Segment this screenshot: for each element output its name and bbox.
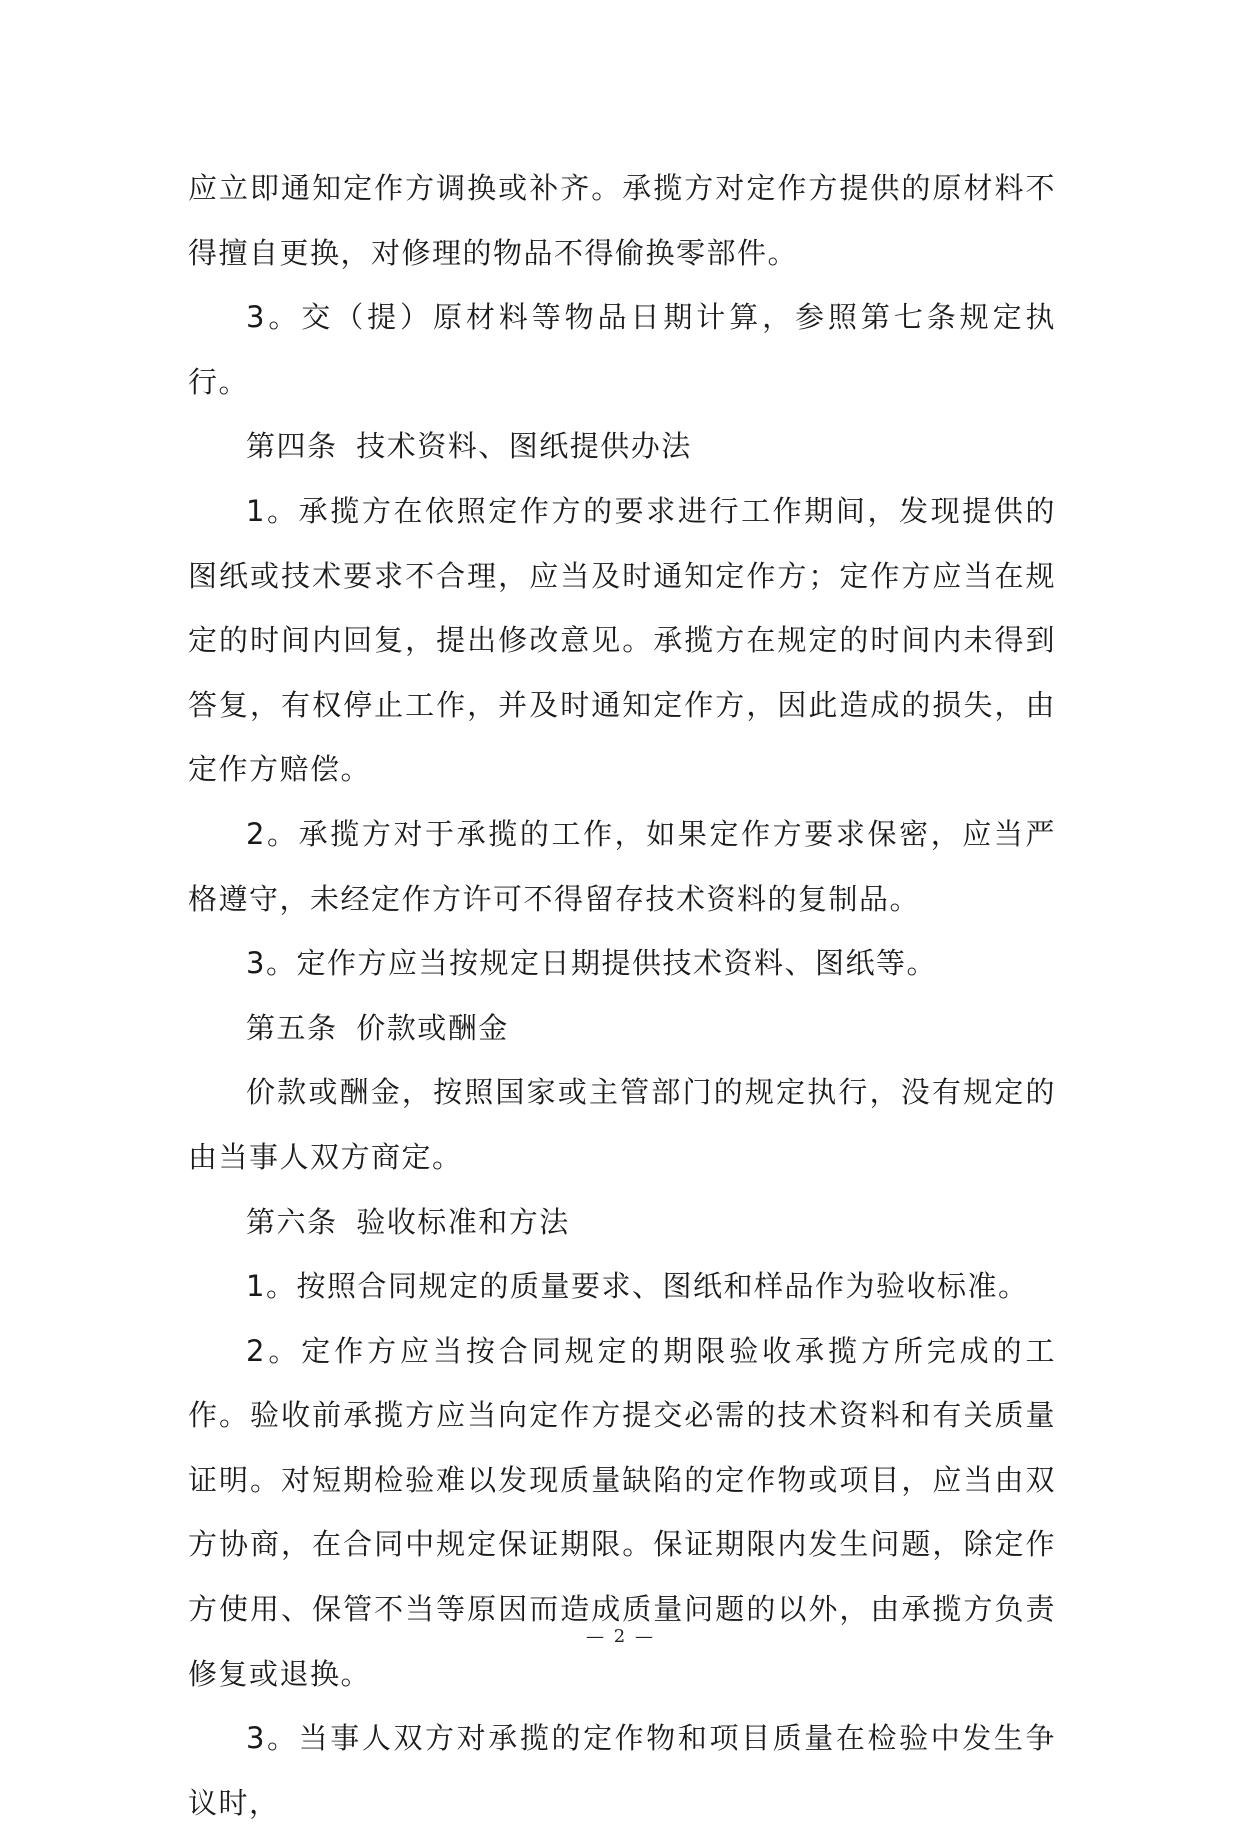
paragraph-article-5-body: 价款或酬金，按照国家或主管部门的规定执行，没有规定的由当事人双方商定。 xyxy=(188,1075,1056,1174)
article-4-heading: 第四条 技术资料、图纸提供办法 xyxy=(246,429,692,464)
paragraph-continuation: 应立即通知定作方调换或补齐。承揽方对定作方提供的原材料不得擅自更换，对修理的物品不得偷换零部件。 xyxy=(188,171,1056,270)
paragraph-article-4-item-1: 1。承揽方在依照定作方的要求进行工作期间，发现提供的图纸或技术要求不合理，应当及时通知定作方；定作方应当在规定的时间内回复，提出修改意见。承揽方在规定的时间内未得到答复，有权停止工作，并及时通知定作方，因此造成的损失，由定作方赔偿。 xyxy=(188,493,1056,787)
paragraph-item-3-delivery-date: 3。交（提）原材料等物品日期计算，参照第七条规定执行。 xyxy=(188,300,1056,399)
page-number: — 2 — xyxy=(586,1626,655,1647)
paragraph-article-4-item-3: 3。定作方应当按规定日期提供技术资料、图纸等。 xyxy=(246,946,937,981)
article-6-heading: 第六条 验收标准和方法 xyxy=(246,1204,570,1239)
paragraph-article-4-item-2: 2。承揽方对于承揽的工作，如果定作方要求保密，应当严格遵守，未经定作方许可不得留存技术资料的复制品。 xyxy=(188,816,1056,916)
paragraph-article-6-item-3: 3。当事人双方对承揽的定作物和项目质量在检验中发生争议时， xyxy=(188,1721,1056,1820)
paragraph-article-6-item-2: 2。定作方应当按合同规定的期限验收承揽方所完成的工作。验收前承揽方应当向定作方提交必需的技术资料和有关质量证明。对短期检验难以发现质量缺陷的定作物或项目，应当由双方协商，在合同中规定保证期限。保证期限内发生问题，除定作方使用、保管不当等原因而造成质量问题的以外，由承揽方负责修复或退换。 xyxy=(188,1333,1056,1691)
document-body xyxy=(188,156,1056,1835)
article-5-heading: 第五条 价款或酬金 xyxy=(246,1010,509,1045)
paragraph-article-6-item-1: 1。按照合同规定的质量要求、图纸和样品作为验收标准。 xyxy=(246,1269,1029,1304)
